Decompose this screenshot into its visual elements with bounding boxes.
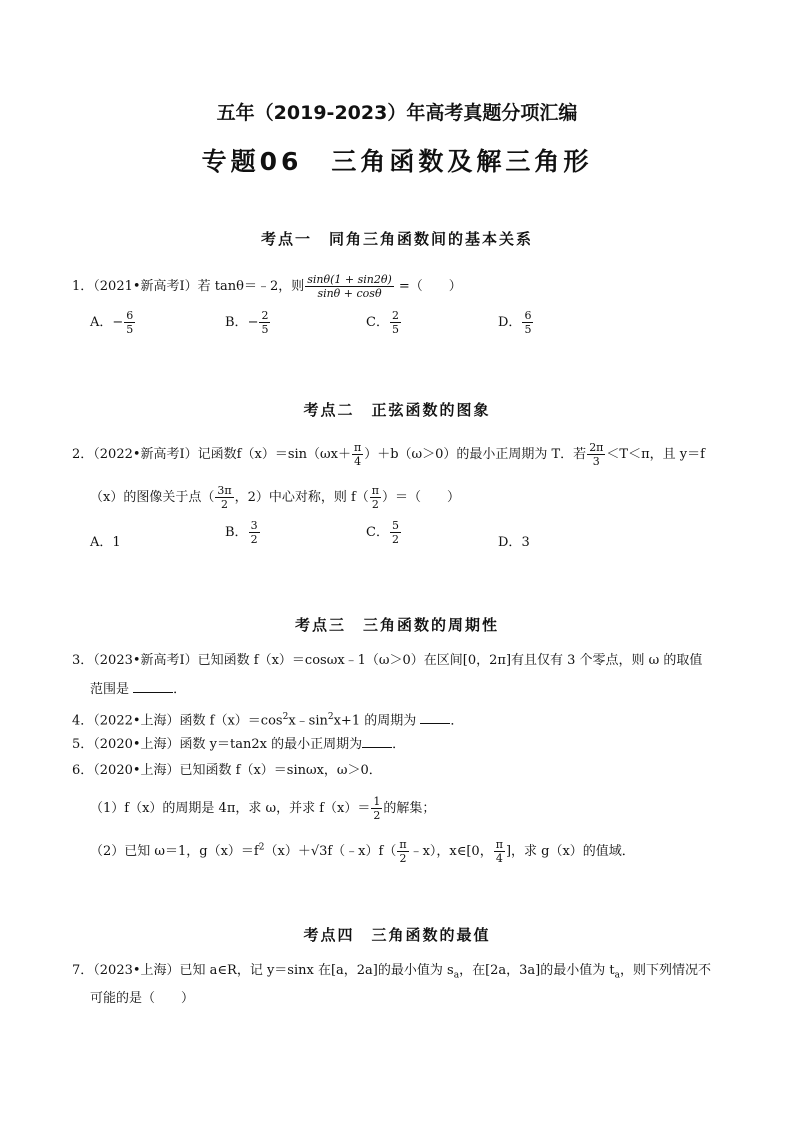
fraction-denominator: 4 xyxy=(495,852,503,865)
topic-title: 专题06 三角函数及解三角形 xyxy=(201,147,593,176)
option-numerator: 5 xyxy=(391,519,399,532)
q1-suffix: =（ ） xyxy=(394,279,462,294)
q4-text: x﹣sin xyxy=(288,713,328,729)
option-denominator: 5 xyxy=(261,323,269,336)
q5-answer-blank[interactable] xyxy=(362,735,392,748)
q6-text: ﹣x），x∈[0， xyxy=(409,844,493,859)
q7-subscript: a xyxy=(614,970,620,981)
q1-numerator: sinθ(1 + sin2θ) xyxy=(307,273,392,286)
q2-option-d[interactable] xyxy=(498,531,530,550)
fraction-numerator: π xyxy=(495,838,503,851)
fraction-denominator: 3 xyxy=(592,455,600,468)
section-title-1: 考点一 同角三角函数间的基本关系 xyxy=(260,230,533,248)
q1-option-a[interactable] xyxy=(90,309,136,336)
question-3-line-2 xyxy=(90,680,186,699)
fraction-numerator: 3π xyxy=(217,484,232,497)
q3-answer-blank[interactable] xyxy=(133,680,173,693)
option-denominator: 2 xyxy=(391,533,399,546)
q1-prefix: 1．（2021•新高考Ⅰ）若 tanθ＝﹣2，则 xyxy=(72,279,305,294)
q2-option-b[interactable] xyxy=(225,519,261,546)
option-numerator: 6 xyxy=(524,309,532,322)
q2-text: ）＋b（ω＞0）的最小正周期为 T．若 xyxy=(364,447,587,462)
fraction-denominator: 4 xyxy=(354,455,362,468)
option-numerator: 3 xyxy=(250,519,258,532)
q2-text: f（x）＝sin（ωx＋ xyxy=(236,447,351,462)
option-label: A． xyxy=(90,315,113,330)
option-label: D． xyxy=(498,535,522,550)
document-title: 五年（2019-2023）年高考真题分项汇编 xyxy=(216,102,578,124)
q2-text: 2．（2022•新高考Ⅰ）记函数 xyxy=(72,447,237,462)
q1-denominator: sinθ + cosθ xyxy=(317,287,382,300)
q3-text: 范围是 xyxy=(90,682,130,697)
option-label: A． xyxy=(90,535,113,550)
option-fraction xyxy=(259,309,270,336)
q6-text: ]，求 g（x）的值域． xyxy=(505,844,635,859)
q7-text: 7．（2023•上海）已知 a∈R，记 y＝sinx 在[a，2a]的最小值为 s xyxy=(72,963,454,978)
q2-text: ）＝（ ） xyxy=(382,490,461,505)
option-value: 3 xyxy=(521,535,530,550)
q7-text: ，则下列情况不 xyxy=(619,963,711,978)
question-2-line-1 xyxy=(72,441,705,468)
q6-fraction-pi-over-2 xyxy=(397,838,408,865)
q2-text: ＜T＜π，且 y＝f xyxy=(606,447,705,462)
q1-option-c[interactable] xyxy=(366,309,402,336)
q2-option-c[interactable] xyxy=(366,519,402,546)
fraction-denominator: 2 xyxy=(399,852,407,865)
question-1 xyxy=(72,273,462,300)
q4-superscript: 2 xyxy=(282,712,289,722)
fraction-denominator: 2 xyxy=(371,498,379,511)
question-4 xyxy=(72,708,463,730)
q6-text: 的解集； xyxy=(383,801,436,816)
question-6-part-1 xyxy=(90,795,435,822)
option-numerator: 6 xyxy=(126,309,134,322)
q6-text: （x）＋√3f（﹣x）f（ xyxy=(264,844,397,859)
question-3-line-1: 3．（2023•新高考Ⅰ）已知函数 f（x）＝cosωx﹣1（ω＞0）在区间[0，2π]有且仅有 3 个零点，则 ω 的取值 xyxy=(72,653,703,668)
q1-fraction xyxy=(305,273,394,300)
option-label: C． xyxy=(366,315,389,330)
question-6-line-1: 6．（2020•上海）已知函数 f（x）＝sinωx，ω＞0． xyxy=(72,763,382,778)
option-sign: − xyxy=(247,315,259,330)
option-denominator: 5 xyxy=(126,323,134,336)
section-title-2: 考点二 正弦函数的图象 xyxy=(303,401,491,419)
option-fraction xyxy=(390,519,401,546)
q4-text: 4．（2022•上海）函数 f（x）＝cos xyxy=(72,713,283,729)
q7-subscript: a xyxy=(453,970,460,981)
option-label: B． xyxy=(225,525,248,540)
q2-text: （x）的图像关于点（ xyxy=(90,490,215,505)
q5-period: ． xyxy=(392,737,406,752)
fraction-numerator: π xyxy=(399,838,407,851)
q2-fraction-3pi-over-2 xyxy=(215,484,233,511)
option-denominator: 5 xyxy=(391,323,399,336)
q4-text: x+1 的周期为 xyxy=(333,713,417,729)
option-label: D． xyxy=(498,315,522,330)
option-value: 1 xyxy=(112,535,121,550)
q1-option-b[interactable] xyxy=(225,309,271,336)
option-label: B． xyxy=(225,315,248,330)
option-label: C． xyxy=(366,525,389,540)
fraction-denominator: 2 xyxy=(373,809,381,822)
q4-superscript: 2 xyxy=(327,712,334,722)
q4-answer-blank[interactable] xyxy=(420,711,450,724)
fraction-numerator: 2π xyxy=(589,441,604,454)
question-7-line-2: 可能的是（ ） xyxy=(90,991,195,1006)
question-6-part-2 xyxy=(90,838,635,865)
q5-text: 5．（2020•上海）函数 y＝tan2x 的最小正周期为 xyxy=(72,737,363,752)
fraction-numerator: π xyxy=(371,484,380,497)
question-2-line-2 xyxy=(90,484,460,511)
q4-period: ． xyxy=(450,713,464,729)
option-denominator: 2 xyxy=(250,533,258,546)
option-fraction xyxy=(390,309,401,336)
option-fraction xyxy=(124,309,135,336)
q2-text: ，2）中心对称，则 f（ xyxy=(234,490,369,505)
q2-fraction-2pi-over-3 xyxy=(587,441,605,468)
q6-fraction-pi-over-4 xyxy=(494,838,505,865)
section-title-4: 考点四 三角函数的最值 xyxy=(303,926,491,944)
option-denominator: 5 xyxy=(524,323,532,336)
q6-text: （1）f（x）的周期是 4π，求 ω，并求 f（x）＝ xyxy=(90,801,371,816)
option-numerator: 2 xyxy=(261,309,269,322)
question-5 xyxy=(72,735,405,754)
option-sign: − xyxy=(112,315,124,330)
q6-fraction-half xyxy=(371,795,382,822)
question-7-line-1 xyxy=(72,962,711,985)
fraction-numerator: π xyxy=(353,441,362,454)
q2-fraction-pi-over-4 xyxy=(352,441,363,468)
option-numerator: 2 xyxy=(391,309,399,322)
q6-superscript: 2 xyxy=(258,842,265,853)
option-fraction xyxy=(522,309,533,336)
q2-fraction-pi-over-2 xyxy=(370,484,381,511)
q7-text: ，在[2a，3a]的最小值为 t xyxy=(459,963,615,978)
q6-text: （2）已知 ω＝1，g（x）＝f xyxy=(90,844,259,859)
q2-option-a[interactable] xyxy=(90,531,121,550)
q1-option-d[interactable] xyxy=(498,309,534,336)
fraction-numerator: 1 xyxy=(373,795,381,808)
q3-period: ． xyxy=(173,682,187,697)
section-title-3: 考点三 三角函数的周期性 xyxy=(294,616,499,634)
fraction-denominator: 2 xyxy=(220,498,228,511)
option-fraction xyxy=(249,519,260,546)
